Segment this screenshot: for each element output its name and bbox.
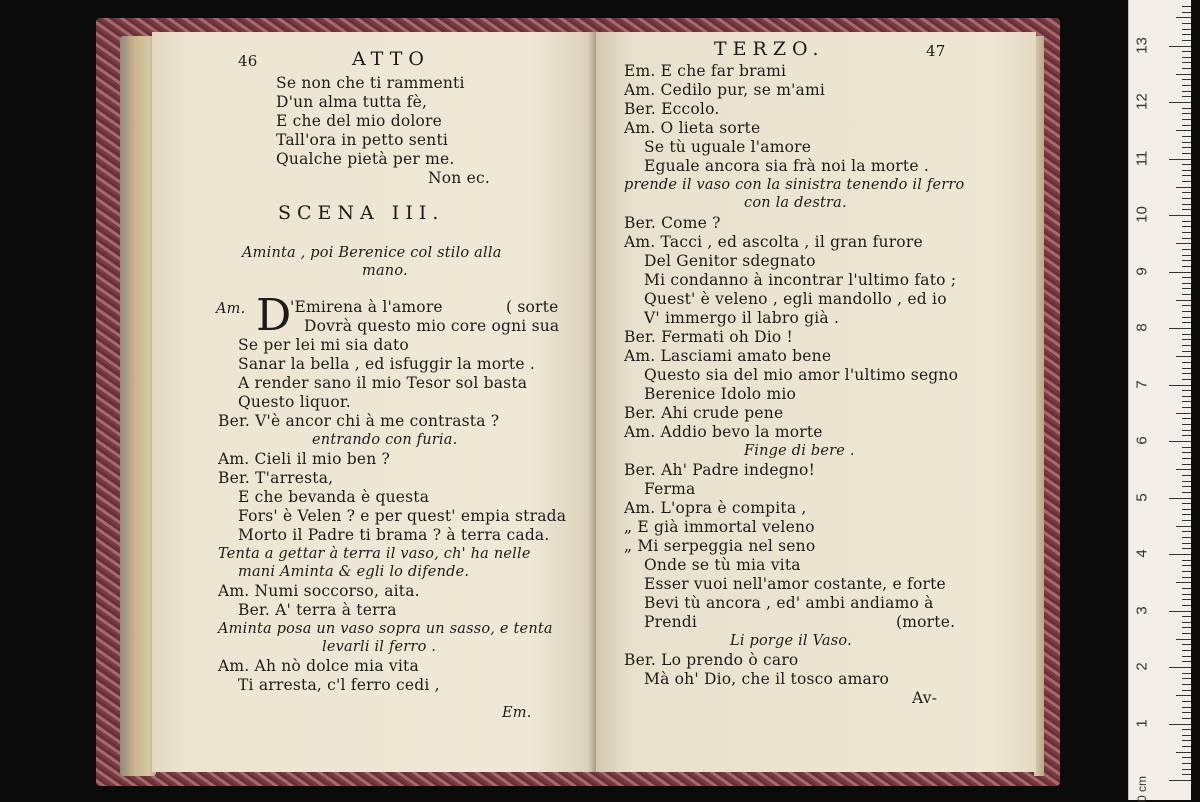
ruler-tick bbox=[1182, 108, 1191, 109]
right-page bbox=[596, 32, 1036, 772]
ruler-tick bbox=[1182, 627, 1191, 628]
ruler-tick bbox=[1182, 514, 1191, 515]
ruler-number: 1 bbox=[1133, 718, 1151, 728]
ruler-tick bbox=[1182, 142, 1191, 143]
stage-direction: levarli il ferro . bbox=[322, 639, 437, 655]
ruler-tick bbox=[1182, 373, 1191, 374]
ruler-tick bbox=[1182, 23, 1191, 24]
ruler-tick bbox=[1182, 396, 1191, 397]
stage-direction: Aminta posa un vaso sopra un sasso, e tenta bbox=[218, 621, 553, 637]
ruler-tick bbox=[1169, 328, 1191, 329]
ruler-tick bbox=[1176, 17, 1191, 18]
ruler-tick bbox=[1182, 164, 1191, 165]
ruler-tick bbox=[1182, 571, 1191, 572]
ruler-tick bbox=[1182, 40, 1191, 41]
ruler-tick bbox=[1176, 526, 1191, 527]
ruler-tick bbox=[1182, 707, 1191, 708]
text-line: Fors' è Velen ? e per quest' empia strada bbox=[238, 507, 567, 525]
ruler-tick bbox=[1182, 192, 1191, 193]
text-line: (morte. bbox=[896, 613, 956, 631]
ruler-tick bbox=[1169, 611, 1191, 612]
page-edges-left bbox=[120, 36, 156, 776]
ruler-tick bbox=[1182, 260, 1191, 261]
ruler-tick bbox=[1182, 221, 1191, 222]
ruler-tick bbox=[1182, 119, 1191, 120]
ruler-number: 8 bbox=[1133, 323, 1151, 332]
ruler-tick bbox=[1169, 554, 1191, 555]
text-line: Se per lei mi sia dato bbox=[238, 336, 409, 354]
ruler-tick bbox=[1182, 452, 1191, 453]
ruler-tick bbox=[1176, 187, 1191, 188]
text-line: Tall'ora in petto senti bbox=[276, 131, 449, 149]
ruler-tick bbox=[1182, 401, 1191, 402]
ruler-tick bbox=[1182, 238, 1191, 239]
ruler-tick bbox=[1182, 407, 1191, 408]
ruler-tick bbox=[1176, 469, 1191, 470]
ruler-tick bbox=[1182, 62, 1191, 63]
text-line: Questo liquor. bbox=[238, 393, 351, 411]
ruler-tick bbox=[1182, 531, 1191, 532]
ruler-tick bbox=[1182, 746, 1191, 747]
ruler-unit-label: 0 cm bbox=[1135, 775, 1149, 802]
ruler-tick bbox=[1182, 656, 1191, 657]
ruler-tick bbox=[1182, 266, 1191, 267]
ruler-tick bbox=[1169, 159, 1191, 160]
text-line: Questo sia del mio amor l'ultimo segno bbox=[644, 366, 959, 384]
text-line: Ber. Eccolo. bbox=[624, 100, 720, 118]
text-line: Am. Lasciami amato bene bbox=[624, 347, 832, 365]
text-line: E che del mio dolore bbox=[276, 112, 443, 130]
ruler-number: 4 bbox=[1133, 549, 1151, 558]
text-line: Am. Numi soccorso, aita. bbox=[218, 582, 420, 600]
stage-direction: Finge di bere . bbox=[744, 443, 855, 459]
ruler-tick bbox=[1182, 543, 1191, 544]
ruler-tick bbox=[1169, 667, 1191, 668]
measuring-ruler bbox=[1128, 0, 1191, 800]
ruler-tick bbox=[1182, 29, 1191, 30]
ruler-tick bbox=[1169, 46, 1191, 47]
text-line: Sanar la bella , ed isfuggir la morte . bbox=[238, 355, 535, 373]
ruler-tick bbox=[1182, 503, 1191, 504]
text-line: Prendi bbox=[644, 613, 698, 631]
stage-direction: entrando con furia. bbox=[312, 432, 458, 448]
ruler-tick bbox=[1182, 288, 1191, 289]
ruler-tick bbox=[1182, 622, 1191, 623]
ruler-tick bbox=[1182, 379, 1191, 380]
text-line: Ber. T'arresta, bbox=[218, 469, 334, 487]
text-line: Am. Ah nò dolce mia vita bbox=[218, 657, 419, 675]
stage-direction: Tenta a gettar à terra il vaso, ch' ha nelle bbox=[218, 546, 531, 562]
ruler-tick bbox=[1182, 79, 1191, 80]
ruler-tick bbox=[1182, 255, 1191, 256]
ruler-tick bbox=[1182, 712, 1191, 713]
ruler-tick bbox=[1182, 249, 1191, 250]
ruler-tick bbox=[1182, 435, 1191, 436]
ruler-tick bbox=[1182, 486, 1191, 487]
ruler-tick bbox=[1169, 724, 1191, 725]
ruler-tick bbox=[1182, 644, 1191, 645]
catchword: Em. bbox=[502, 705, 532, 721]
text-line: „ E già immortal veleno bbox=[624, 518, 815, 536]
ruler-tick bbox=[1182, 594, 1191, 595]
text-line: Berenice Idolo mio bbox=[644, 385, 797, 403]
ruler-tick bbox=[1182, 678, 1191, 679]
ruler-tick bbox=[1182, 51, 1191, 52]
ruler-tick bbox=[1182, 68, 1191, 69]
ruler-tick bbox=[1182, 509, 1191, 510]
ruler-tick bbox=[1169, 215, 1191, 216]
running-head: ATTO bbox=[352, 48, 430, 70]
text-line: Eguale ancora sia frà noi la morte . bbox=[644, 157, 929, 175]
text-line: D'un alma tutta fè, bbox=[276, 93, 428, 111]
ruler-tick bbox=[1182, 475, 1191, 476]
text-line: Ber. Ah' Padre indegno! bbox=[624, 461, 815, 479]
ruler-tick bbox=[1176, 639, 1191, 640]
ruler-tick bbox=[1182, 616, 1191, 617]
text-line: 'Emirena à l'amore bbox=[290, 298, 443, 316]
stage-direction: mano. bbox=[362, 263, 408, 279]
ruler-tick bbox=[1182, 735, 1191, 736]
ruler-tick bbox=[1176, 130, 1191, 131]
ruler-tick bbox=[1182, 311, 1191, 312]
ruler-tick bbox=[1182, 481, 1191, 482]
ruler-number: 6 bbox=[1133, 436, 1151, 445]
ruler-tick bbox=[1182, 12, 1191, 13]
ruler-tick bbox=[1182, 368, 1191, 369]
text-line: Ber. Fermati oh Dio ! bbox=[624, 328, 793, 346]
text-line: A render sano il mio Tesor sol basta bbox=[238, 374, 528, 392]
ruler-tick bbox=[1182, 351, 1191, 352]
ruler-tick bbox=[1182, 684, 1191, 685]
ruler-tick bbox=[1169, 102, 1191, 103]
ruler-tick bbox=[1182, 447, 1191, 448]
ruler-tick bbox=[1182, 520, 1191, 521]
ruler-tick bbox=[1169, 780, 1191, 781]
stage-direction: mani Aminta & egli lo difende. bbox=[238, 564, 470, 580]
ruler-tick bbox=[1182, 198, 1191, 199]
ruler-tick bbox=[1182, 650, 1191, 651]
text-line: Dovrà questo mio core ogni sua bbox=[304, 317, 560, 335]
ruler-tick bbox=[1169, 441, 1191, 442]
catchword: Av- bbox=[912, 689, 938, 707]
text-line: Se non che ti rammenti bbox=[276, 74, 465, 92]
page-number: 46 bbox=[238, 52, 258, 70]
ruler-tick bbox=[1182, 492, 1191, 493]
text-line: Am. Cieli il mio ben ? bbox=[218, 450, 391, 468]
text-line: Non ec. bbox=[428, 169, 490, 187]
text-line: ( sorte bbox=[506, 298, 559, 316]
ruler-tick bbox=[1176, 582, 1191, 583]
ruler-tick bbox=[1176, 413, 1191, 414]
ruler-tick bbox=[1182, 548, 1191, 549]
text-line: „ Mi serpeggia nel seno bbox=[624, 537, 816, 555]
ruler-tick bbox=[1182, 690, 1191, 691]
ruler-tick bbox=[1182, 701, 1191, 702]
ruler-tick bbox=[1176, 243, 1191, 244]
ruler-tick bbox=[1182, 605, 1191, 606]
ruler-tick bbox=[1182, 390, 1191, 391]
ruler-tick bbox=[1182, 204, 1191, 205]
ruler-number: 12 bbox=[1133, 93, 1151, 110]
ruler-tick bbox=[1182, 91, 1191, 92]
ruler-tick bbox=[1176, 300, 1191, 301]
ruler-tick bbox=[1182, 96, 1191, 97]
ruler-tick bbox=[1182, 345, 1191, 346]
ruler-tick bbox=[1182, 57, 1191, 58]
ruler-tick bbox=[1182, 34, 1191, 35]
ruler-tick bbox=[1182, 305, 1191, 306]
text-line: Am. Addio bevo la morte bbox=[624, 423, 823, 441]
ruler-tick bbox=[1182, 6, 1191, 7]
text-line: E che bevanda è questa bbox=[238, 488, 430, 506]
ruler-number: 2 bbox=[1133, 662, 1151, 671]
ruler-tick bbox=[1182, 181, 1191, 182]
ruler-tick bbox=[1182, 153, 1191, 154]
ruler-tick bbox=[1182, 588, 1191, 589]
text-line: Ber. Ahi crude pene bbox=[624, 404, 784, 422]
ruler-number: 11 bbox=[1133, 150, 1151, 166]
ruler-tick bbox=[1182, 661, 1191, 662]
ruler-tick bbox=[1176, 356, 1191, 357]
text-line: Ber. A' terra à terra bbox=[238, 601, 397, 619]
ruler-tick bbox=[1182, 769, 1191, 770]
ruler-tick bbox=[1182, 125, 1191, 126]
ruler-tick bbox=[1182, 232, 1191, 233]
ruler-tick bbox=[1182, 740, 1191, 741]
text-line: Ber. Come ? bbox=[624, 214, 721, 232]
ruler-tick bbox=[1182, 170, 1191, 171]
ruler-tick bbox=[1182, 113, 1191, 114]
text-line: Em. E che far brami bbox=[624, 62, 787, 80]
ruler-tick bbox=[1182, 599, 1191, 600]
left-page bbox=[152, 32, 596, 772]
ruler-tick bbox=[1182, 277, 1191, 278]
text-line: Onde se tù mia vita bbox=[644, 556, 801, 574]
ruler-tick bbox=[1182, 283, 1191, 284]
ruler-tick bbox=[1182, 430, 1191, 431]
ruler-tick bbox=[1182, 175, 1191, 176]
running-head: TERZO. bbox=[714, 38, 825, 60]
ruler-tick bbox=[1182, 339, 1191, 340]
text-line: Am. Tacci , ed ascolta , il gran furore bbox=[624, 233, 923, 251]
text-line: Del Genitor sdegnato bbox=[644, 252, 816, 270]
ruler-tick bbox=[1182, 424, 1191, 425]
speaker-label: Am. bbox=[216, 301, 246, 317]
ruler-number: 10 bbox=[1133, 206, 1151, 223]
ruler-tick bbox=[1176, 752, 1191, 753]
ruler-tick bbox=[1182, 136, 1191, 137]
ruler-tick bbox=[1182, 464, 1191, 465]
ruler-number: 3 bbox=[1133, 605, 1151, 615]
ruler-tick bbox=[1182, 85, 1191, 86]
ruler-tick bbox=[1182, 334, 1191, 335]
ruler-tick bbox=[1182, 774, 1191, 775]
page-number: 47 bbox=[926, 42, 946, 60]
stage-direction: Li porge il Vaso. bbox=[730, 633, 852, 649]
ruler-tick bbox=[1182, 718, 1191, 719]
ruler-tick bbox=[1182, 226, 1191, 227]
ruler-tick bbox=[1182, 209, 1191, 210]
text-line: Ferma bbox=[644, 480, 696, 498]
ruler-tick bbox=[1182, 317, 1191, 318]
ruler-tick bbox=[1182, 673, 1191, 674]
scene-heading: SCENA III. bbox=[278, 202, 445, 224]
ruler-tick bbox=[1182, 577, 1191, 578]
ruler-tick bbox=[1169, 385, 1191, 386]
text-line: Am. L'opra è compita , bbox=[624, 499, 807, 517]
ruler-tick bbox=[1182, 633, 1191, 634]
stage-direction: con la destra. bbox=[744, 195, 847, 211]
text-line: Qualche pietà per me. bbox=[276, 150, 455, 168]
ruler-number: 5 bbox=[1133, 492, 1151, 502]
text-line: Esser vuoi nell'amor costante, e forte bbox=[644, 575, 946, 593]
stage-direction: prende il vaso con la sinistra tenendo il ferro bbox=[624, 177, 965, 193]
ruler-tick bbox=[1182, 537, 1191, 538]
ruler-tick bbox=[1182, 458, 1191, 459]
ruler-tick bbox=[1182, 294, 1191, 295]
ruler-tick bbox=[1169, 272, 1191, 273]
text-line: Mi condanno à incontrar l'ultimo fato ; bbox=[644, 271, 957, 289]
ruler-tick bbox=[1182, 565, 1191, 566]
ruler-tick bbox=[1182, 560, 1191, 561]
text-line: Se tù uguale l'amore bbox=[644, 138, 812, 156]
ruler-tick bbox=[1182, 757, 1191, 758]
text-line: V' immergo il labro già . bbox=[644, 309, 840, 327]
text-line: Quest' è veleno , egli mandollo , ed io bbox=[644, 290, 947, 308]
text-line: Am. Cedilo pur, se m'ami bbox=[624, 81, 826, 99]
ruler-tick bbox=[1176, 695, 1191, 696]
text-line: Morto il Padre ti brama ? à terra cada. bbox=[238, 526, 550, 544]
ruler-tick bbox=[1182, 729, 1191, 730]
drop-cap: D bbox=[256, 290, 292, 341]
text-line: Ti arresta, c'l ferro cedi , bbox=[238, 676, 440, 694]
ruler-tick bbox=[1182, 322, 1191, 323]
text-line: Bevi tù ancora , ed' ambi andiamo à bbox=[644, 594, 934, 612]
ruler-tick bbox=[1182, 147, 1191, 148]
ruler-number: 7 bbox=[1133, 379, 1151, 389]
text-line: Mà oh' Dio, che il tosco amaro bbox=[644, 670, 890, 688]
text-line: Ber. V'è ancor chi à me contrasta ? bbox=[218, 412, 500, 430]
text-line: Ber. Lo prendo ò caro bbox=[624, 651, 799, 669]
ruler-tick bbox=[1182, 763, 1191, 764]
ruler-tick bbox=[1176, 74, 1191, 75]
ruler-tick bbox=[1182, 362, 1191, 363]
stage-direction: Aminta , poi Berenice col stilo alla bbox=[242, 245, 502, 261]
text-line: Am. O lieta sorte bbox=[624, 119, 761, 137]
ruler-number: 9 bbox=[1133, 266, 1151, 276]
ruler-tick bbox=[1182, 418, 1191, 419]
ruler-number: 13 bbox=[1133, 36, 1151, 54]
ruler-tick bbox=[1169, 498, 1191, 499]
